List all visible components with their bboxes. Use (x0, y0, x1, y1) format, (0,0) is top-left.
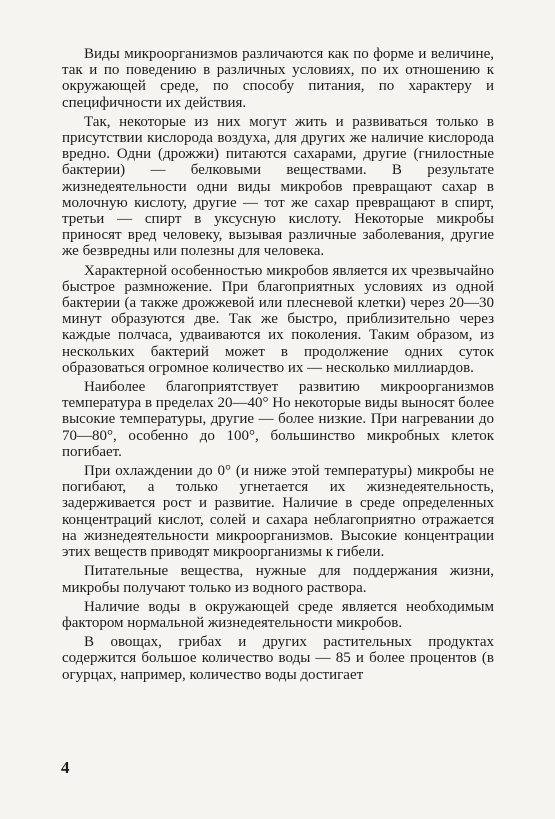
paragraph-8: В овощах, грибах и других растительных продуктах содержится большое количество воды — 85 и более процентов (в огурцах, например, количество воды достигает (62, 634, 494, 683)
page-number: 4 (61, 758, 70, 777)
paragraph-4: Наиболее благоприятствует развитию микроорганизмов температура в пределах 20—40° Но некоторые виды выносят более высокие температуры, другие — более низкие. При нагревании до 70—80°, особенно до 100°, большинство микробных клеток погибает. (62, 379, 494, 460)
paragraph-1: Виды микроорганизмов различаются как по форме и величине, так и по поведению в различных условиях, по их отношению к окружающей среде, по способу питания, по характеру и специфичности их действия. (62, 46, 494, 111)
paragraph-5: При охлаждении до 0° (и ниже этой температуры) микробы не погибают, а только угнетается их жизнедеятельность, задерживается рост и развитие. Наличие в среде определенных концентраций кислот, солей и сахара неблагоприятно отражается на жизнедеятельности микроорганизмов. Высокие концентрации этих веществ приводят микроорганизмы к гибели. (62, 463, 494, 561)
body-text (62, 46, 494, 686)
paragraph-3: Характерной особенностью микробов является их чрезвычайно быстрое размножение. При благоприятных условиях из одной бактерии (а также дрожжевой или плесневой клетки) через 20—30 минут образуются две. Так же быстро, приблизительно через каждые полчаса, удваиваются их поколения. Таким образом, из нескольких бактерий может в продолжение одних суток образоваться огромное количество их — несколько миллиардов. (62, 262, 494, 376)
paragraph-7: Наличие воды в окружающей среде является необходимым фактором нормальной жизнедеятельности микробов. (62, 598, 494, 631)
paragraph-2: Так, некоторые из них могут жить и развиваться только в присутствии кислорода воздуха, для других же наличие кислорода вредно. Одни (дрожжи) питаются сахарами, другие (гнилостные бактерии) — белковыми веществами. В результате жизнедеятельности одни виды микробов превращают сахар в молочную кислоту, другие — тот же сахар превращают в спирт, третьи — спирт в уксусную кислоту. Некоторые микробы приносят вред человеку, вызывая различные заболевания, другие же безвредны или полезны для человека. (62, 113, 494, 260)
paragraph-6: Питательные вещества, нужные для поддержания жизни, микробы получают только из водного раствора. (62, 563, 494, 596)
